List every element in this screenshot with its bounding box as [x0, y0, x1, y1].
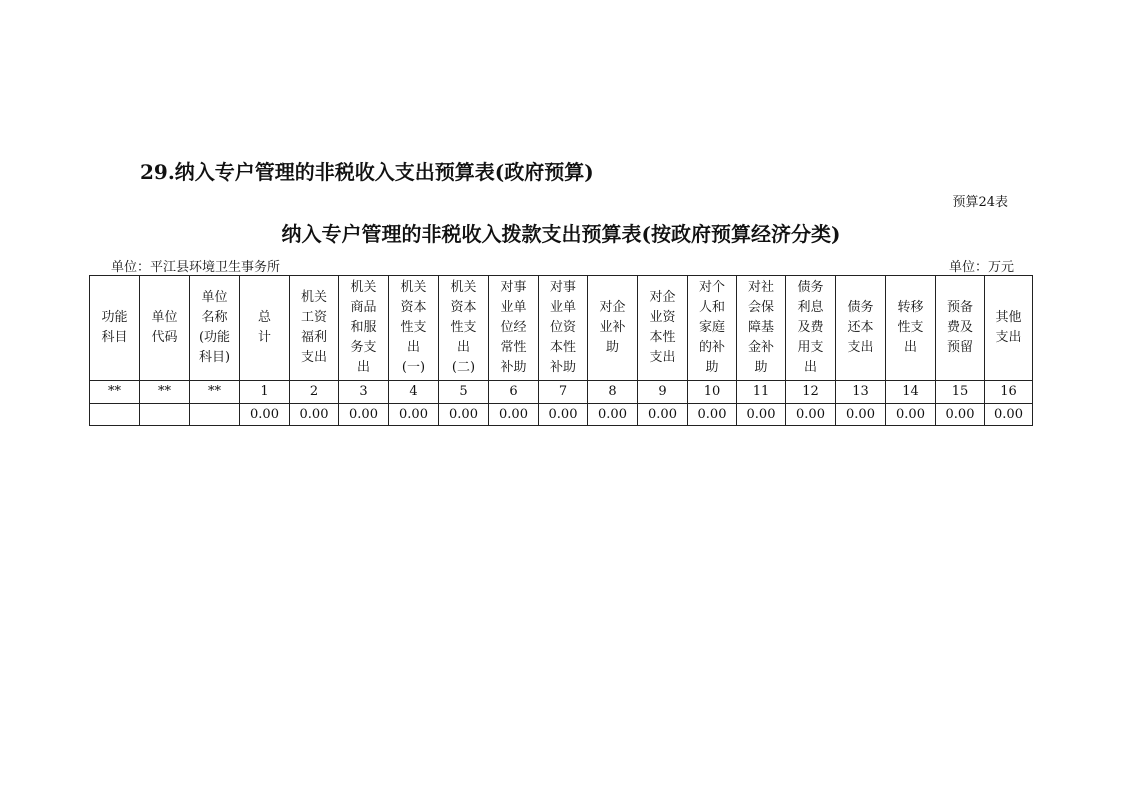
index-cell: 10 [688, 381, 737, 404]
section-title: 29.纳入专户管理的非税收入支出预算表(政府预算) [140, 160, 594, 184]
header-cell: 债务还本支出 [836, 276, 886, 381]
index-cell: 7 [539, 381, 588, 404]
index-cell: ** [90, 381, 140, 404]
header-row [90, 276, 1033, 381]
index-cell: 9 [638, 381, 688, 404]
header-cell: 对社会保障基金补助 [737, 276, 786, 381]
table-number: 预算24表 [952, 195, 1008, 210]
index-cell: 3 [339, 381, 389, 404]
header-cell: 机关资本性支出(二) [439, 276, 489, 381]
header-cell: 预备费及预留 [936, 276, 985, 381]
index-cell: 16 [985, 381, 1033, 404]
header-cell: 对个人和家庭的补助 [688, 276, 737, 381]
index-cell: 2 [290, 381, 339, 404]
index-cell: 14 [886, 381, 936, 404]
header-cell: 债务利息及费用支出 [786, 276, 836, 381]
value-cell: 0.00 [886, 404, 936, 426]
header-cell: 总计 [240, 276, 290, 381]
index-cell: ** [140, 381, 190, 404]
header-cell: 机关工资福利支出 [290, 276, 339, 381]
value-cell: 0.00 [339, 404, 389, 426]
header-cell: 对企业补助 [588, 276, 638, 381]
header-cell: 机关资本性支出(一) [389, 276, 439, 381]
table-title: 纳入专户管理的非税收入拨款支出预算表(按政府预算经济分类) [281, 222, 841, 246]
value-cell [90, 404, 140, 426]
header-cell: 转移性支出 [886, 276, 936, 381]
header-cell: 对企业资本性支出 [638, 276, 688, 381]
index-cell: 13 [836, 381, 886, 404]
value-cell: 0.00 [638, 404, 688, 426]
value-cell: 0.00 [439, 404, 489, 426]
header-cell: 对事业单位经常性补助 [489, 276, 539, 381]
column-index-row [90, 381, 1033, 404]
value-cell: 0.00 [936, 404, 985, 426]
header-cell: 单位代码 [140, 276, 190, 381]
table-row [90, 404, 1033, 426]
index-cell: ** [190, 381, 240, 404]
value-cell: 0.00 [290, 404, 339, 426]
header-cell: 单位名称(功能科目) [190, 276, 240, 381]
value-cell: 0.00 [985, 404, 1033, 426]
header-cell: 机关商品和服务支出 [339, 276, 389, 381]
value-cell: 0.00 [539, 404, 588, 426]
header-cell: 功能科目 [90, 276, 140, 381]
index-cell: 15 [936, 381, 985, 404]
value-cell [190, 404, 240, 426]
value-cell: 0.00 [489, 404, 539, 426]
currency-unit: 单位：万元 [948, 260, 1014, 275]
index-cell: 4 [389, 381, 439, 404]
header-cell: 其他支出 [985, 276, 1033, 381]
index-cell: 8 [588, 381, 638, 404]
budget-table [89, 275, 1033, 426]
value-cell [140, 404, 190, 426]
header-cell: 对事业单位资本性补助 [539, 276, 588, 381]
index-cell: 5 [439, 381, 489, 404]
value-cell: 0.00 [786, 404, 836, 426]
value-cell: 0.00 [240, 404, 290, 426]
index-cell: 1 [240, 381, 290, 404]
value-cell: 0.00 [737, 404, 786, 426]
value-cell: 0.00 [588, 404, 638, 426]
index-cell: 12 [786, 381, 836, 404]
value-cell: 0.00 [389, 404, 439, 426]
index-cell: 6 [489, 381, 539, 404]
value-cell: 0.00 [688, 404, 737, 426]
unit-name: 单位：平江县环境卫生事务所 [111, 260, 281, 275]
index-cell: 11 [737, 381, 786, 404]
value-cell: 0.00 [836, 404, 886, 426]
